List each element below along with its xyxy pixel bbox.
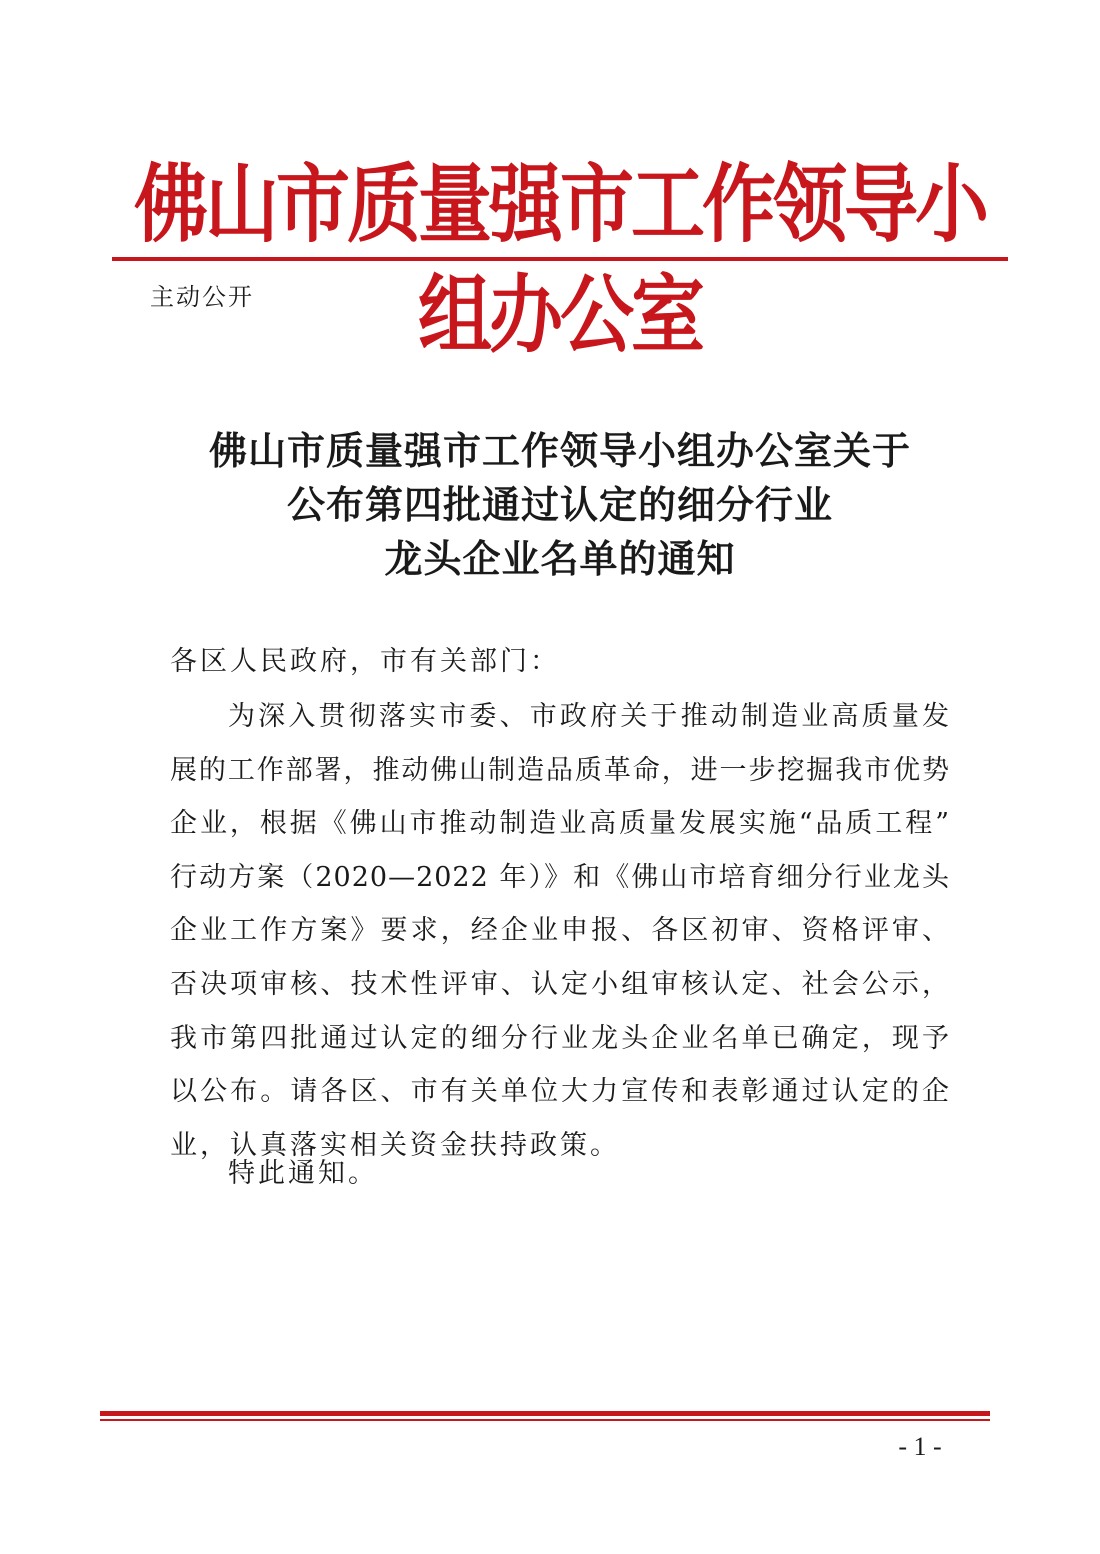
document-title <box>110 424 1010 586</box>
body-line: 企业工作方案》要求，经企业申报、各区初审、资格评审、 <box>170 915 950 947</box>
body-line: 我市第四批通过认定的细分行业龙头企业名单已确定，现予 <box>170 1022 950 1054</box>
title-line: 佛山市质量强市工作领导小组办公室关于 <box>208 429 911 473</box>
footer-red-rule-thick <box>100 1411 990 1416</box>
body-line: 展的工作部署，推动佛山制造品质革命，进一步挖掘我市优势 <box>170 754 950 786</box>
body-line: 企业，根据《佛山市推动制造业高质量发展实施“品质工程” <box>170 808 950 840</box>
body-line: 以公布。请各区、市有关单位大力宣传和表彰通过认定的企 <box>170 1076 950 1108</box>
title-line: 公布第四批通过认定的细分行业 <box>286 483 833 527</box>
body-line: 否决项审核、技术性评审、认定小组审核认定、社会公示， <box>170 968 950 1000</box>
page-number: - 1 - <box>898 1432 942 1461</box>
title-line: 龙头企业名单的通知 <box>384 537 736 581</box>
masthead-red-rule <box>112 257 1008 261</box>
body-line: 行动方案（2020—2022 年）》和《佛山市培育细分行业龙头 <box>170 861 950 893</box>
body-line: 为深入贯彻落实市委、市政府关于推动制造业高质量发 <box>228 701 950 732</box>
salutation: 各区人民政府，市有关部门： <box>170 646 560 677</box>
body-line: 业，认真落实相关资金扶持政策。 <box>170 1129 620 1161</box>
masthead-office-name: 佛山市质量强市工作领导小组办公室 <box>134 155 986 366</box>
closing-remark: 特此通知。 <box>228 1158 378 1189</box>
body-paragraph <box>170 690 950 1172</box>
disclosure-label: 主动公开 <box>150 283 254 311</box>
footer-red-rule-thin <box>100 1419 990 1421</box>
